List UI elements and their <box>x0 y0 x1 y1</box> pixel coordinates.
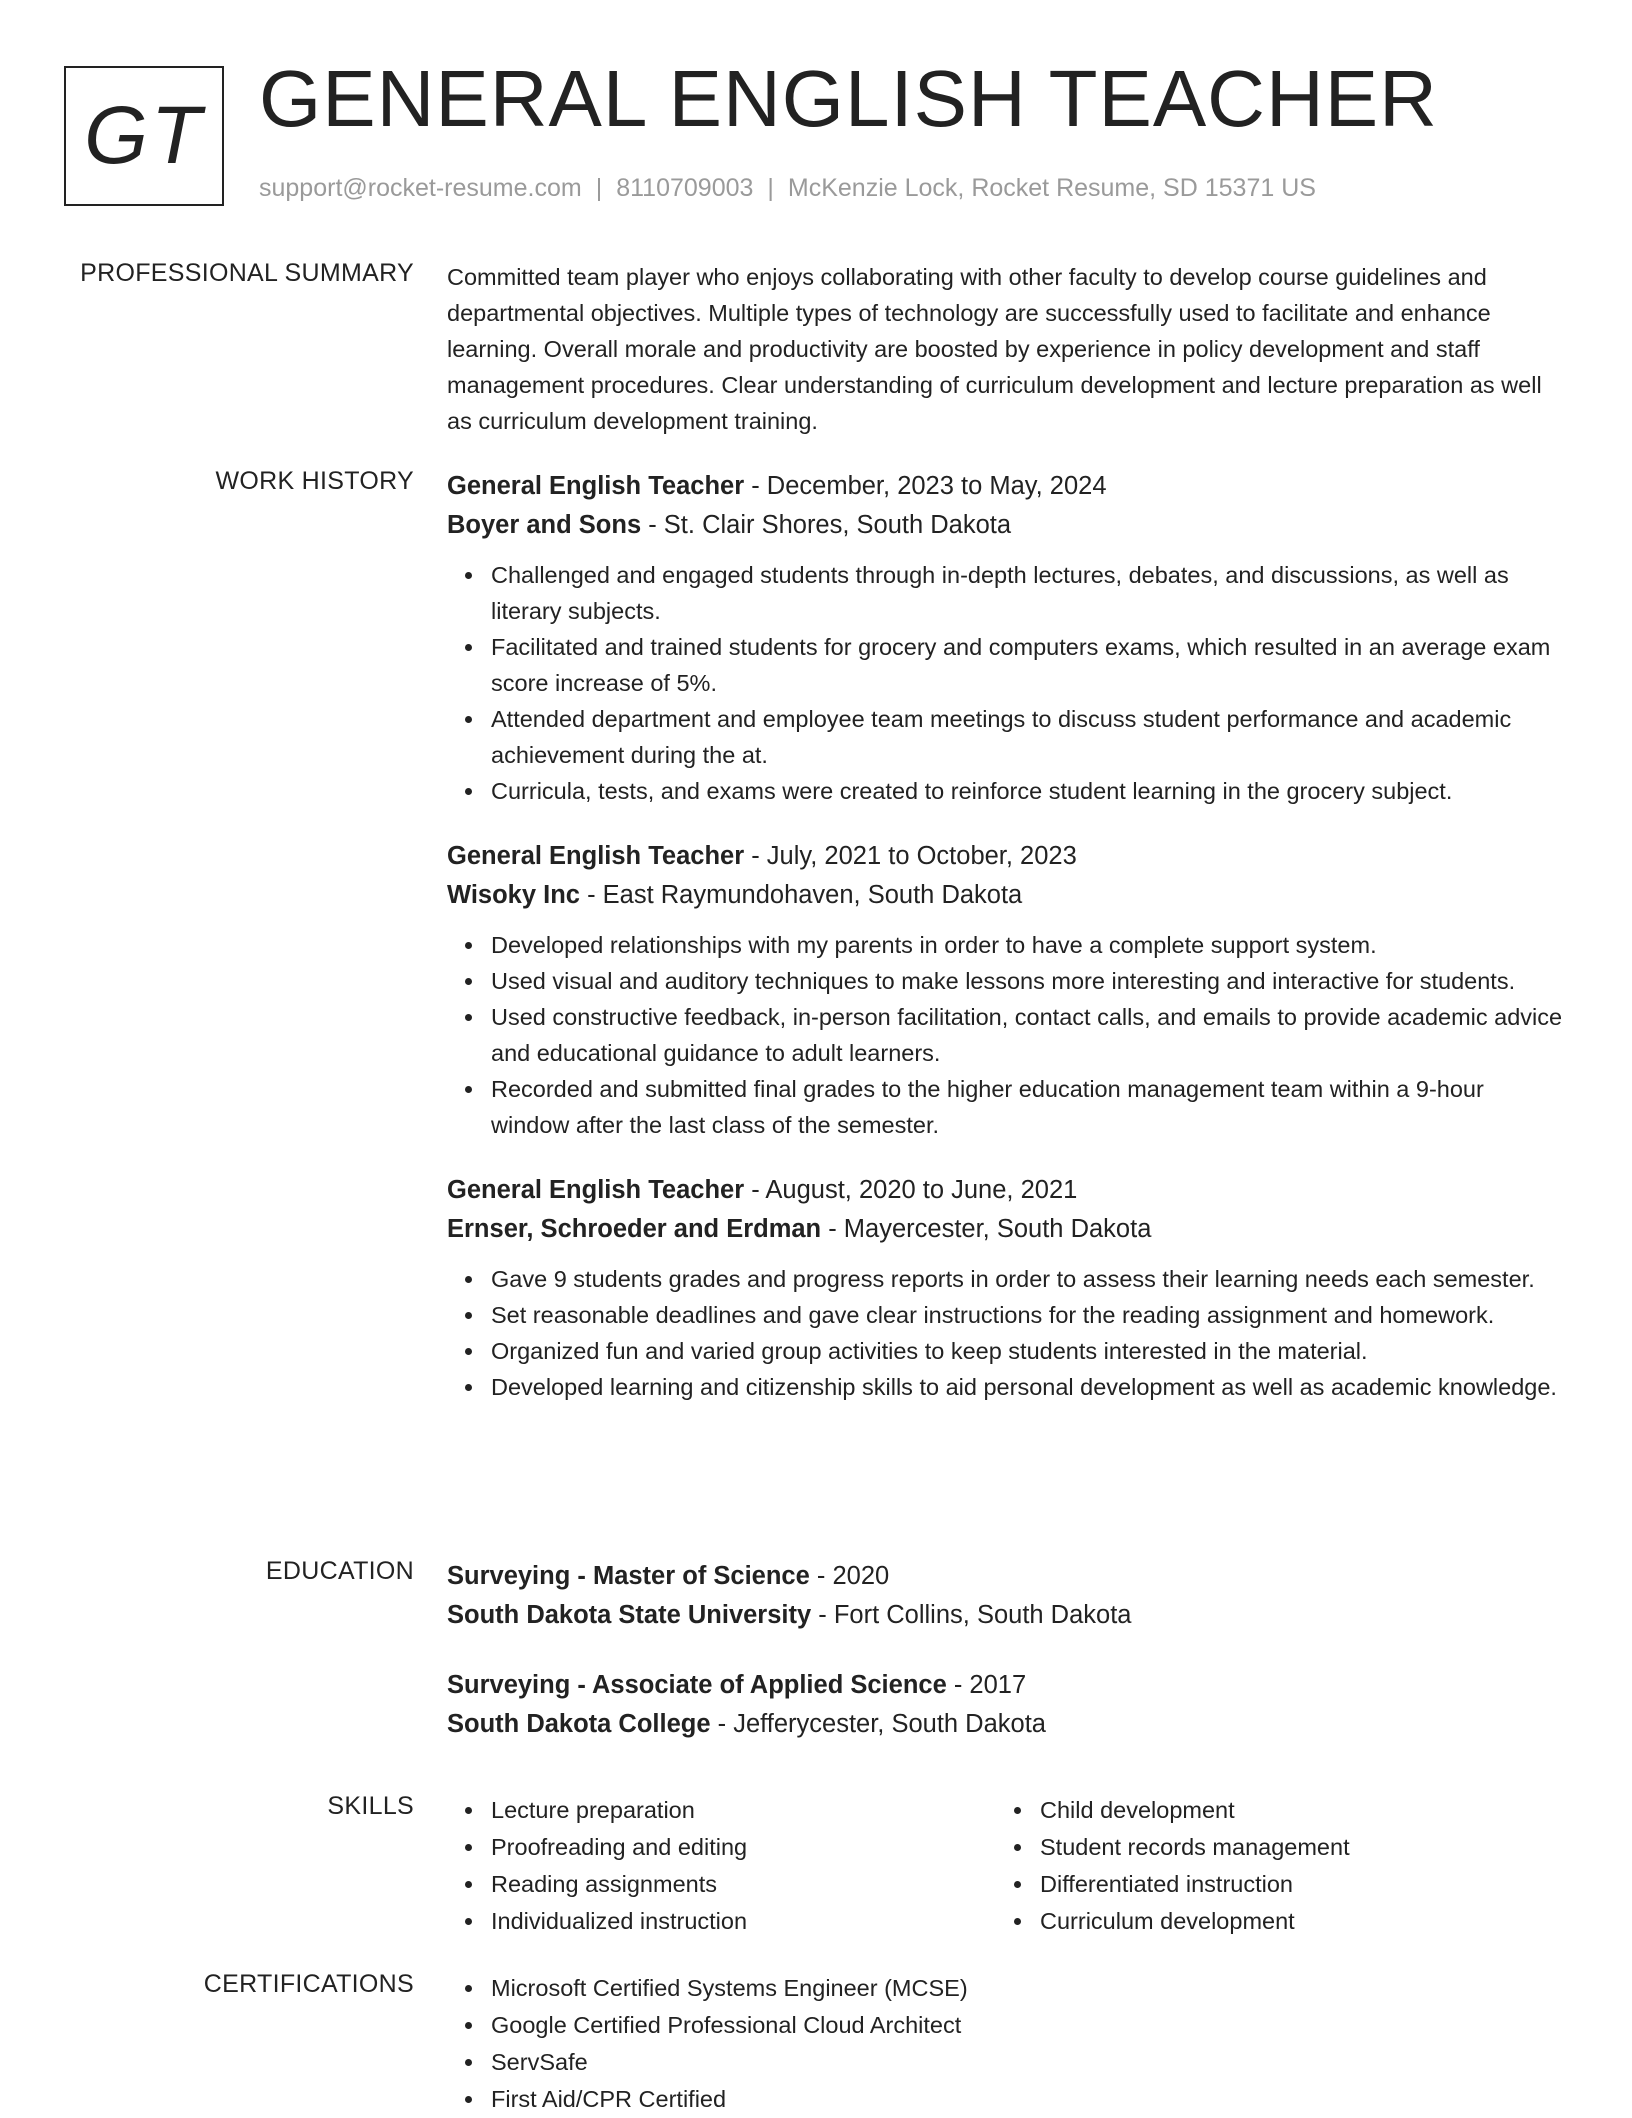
skill-item: Lecture preparation <box>491 1792 996 1829</box>
skill-item: Differentiated instruction <box>1040 1866 1545 1903</box>
job-location: - St. Clair Shores, South Dakota <box>641 511 1012 539</box>
skill-item: Individualized instruction <box>491 1903 996 1940</box>
education-entry <box>447 1557 1567 1635</box>
education-year: - 2020 <box>809 1562 890 1590</box>
education-body <box>447 1557 1567 1772</box>
contact-line <box>259 174 1316 203</box>
job-dates: - December, 2023 to May, 2024 <box>744 472 1107 500</box>
education-degree-line <box>447 1557 1567 1596</box>
skill-item: Student records management <box>1040 1829 1545 1866</box>
education-label: EDUCATION <box>265 1557 414 1585</box>
contact-phone: 8110709003 <box>616 174 754 202</box>
skill-item: Proofreading and editing <box>491 1829 996 1866</box>
work-history-label: WORK HISTORY <box>215 467 414 495</box>
job-company: Ernser, Schroeder and Erdman <box>447 1215 822 1243</box>
job-bullet: Gave 9 students grades and progress reports in order to assess their learning needs each semester. <box>491 1261 1567 1297</box>
job-entry <box>447 467 1567 809</box>
job-title: General English Teacher <box>447 1176 745 1204</box>
skill-item: Child development <box>1040 1792 1545 1829</box>
job-title-line <box>447 837 1567 876</box>
summary-text: Committed team player who enjoys collaborating with other faculty to develop course guidelines and departmental objectives. Multiple types of technology are successfully used to facilitate and enhance learning. Overall morale and productivity are boosted by experience in policy development and staff management procedures. Clear understanding of curriculum development and lecture preparation as well as curriculum development training. <box>447 264 1542 434</box>
job-bullet: Organized fun and varied group activities to keep students interested in the material. <box>491 1333 1567 1369</box>
skills-grid <box>447 1792 1567 1940</box>
job-bullet: Set reasonable deadlines and gave clear instructions for the reading assignment and homework. <box>491 1297 1567 1333</box>
job-title: General English Teacher <box>447 842 745 870</box>
contact-separator: | <box>767 174 774 202</box>
education-location: - Jefferycester, South Dakota <box>710 1710 1046 1738</box>
job-company: Wisoky Inc <box>447 881 580 909</box>
job-bullet: Used visual and auditory techniques to make lessons more interesting and interactive for students. <box>491 963 1567 999</box>
job-bullet: Used constructive feedback, in-person facilitation, contact calls, and emails to provide academic advice and educational guidance to adult learners. <box>491 999 1567 1071</box>
job-title-line <box>447 1171 1567 1210</box>
education-location: - Fort Collins, South Dakota <box>811 1601 1132 1629</box>
education-year: - 2017 <box>946 1671 1027 1699</box>
job-bullets <box>447 927 1567 1143</box>
job-location: - Mayercester, South Dakota <box>821 1215 1152 1243</box>
summary-label: PROFESSIONAL SUMMARY <box>80 259 414 287</box>
certification-item: Google Certified Professional Cloud Architect <box>491 2007 1567 2044</box>
skills-label: SKILLS <box>327 1792 414 1820</box>
job-bullets <box>447 557 1567 809</box>
job-title: General English Teacher <box>447 472 745 500</box>
education-school: South Dakota State University <box>447 1601 812 1629</box>
job-dates: - July, 2021 to October, 2023 <box>744 842 1077 870</box>
skill-item: Reading assignments <box>491 1866 996 1903</box>
job-bullets <box>447 1261 1567 1405</box>
education-degree-line <box>447 1666 1567 1705</box>
job-title-line <box>447 467 1567 506</box>
job-bullet: Developed relationships with my parents in order to have a complete support system. <box>491 927 1567 963</box>
job-company-line <box>447 506 1567 545</box>
skill-item: Curriculum development <box>1040 1903 1545 1940</box>
job-bullet: Developed learning and citizenship skills to aid personal development as well as academic knowledge. <box>491 1369 1567 1405</box>
certification-item: Microsoft Certified Systems Engineer (MCSE) <box>491 1970 1567 2007</box>
certifications-list <box>447 1970 1567 2118</box>
education-entry <box>447 1666 1567 1744</box>
education-school-line <box>447 1705 1567 1744</box>
education-school-line <box>447 1596 1567 1635</box>
skills-column-right <box>996 1792 1545 1940</box>
certification-item: First Aid/CPR Certified <box>491 2081 1567 2118</box>
monogram: GT <box>64 66 224 206</box>
job-bullet: Facilitated and trained students for grocery and computers exams, which resulted in an average exam score increase of 5%. <box>491 629 1567 701</box>
skills-column-left <box>447 1792 996 1940</box>
job-company-line <box>447 876 1567 915</box>
contact-separator: | <box>595 174 603 202</box>
skills-body <box>447 1792 1567 1940</box>
job-entry <box>447 1171 1567 1405</box>
job-company: Boyer and Sons <box>447 511 642 539</box>
job-bullet: Attended department and employee team meetings to discuss student performance and academic achievement during the at. <box>491 701 1567 773</box>
certifications-body <box>447 1970 1567 2118</box>
job-location: - East Raymundohaven, South Dakota <box>579 881 1023 909</box>
job-bullet: Challenged and engaged students through in-depth lectures, debates, and discussions, as well as literary subjects. <box>491 557 1567 629</box>
certifications-label: CERTIFICATIONS <box>203 1970 414 1998</box>
contact-address: McKenzie Lock, Rocket Resume, SD 15371 US <box>787 174 1316 202</box>
contact-email: support@rocket-resume.com <box>259 174 582 202</box>
certification-item: ServSafe <box>491 2044 1567 2081</box>
job-bullet: Curricula, tests, and exams were created to reinforce student learning in the grocery subject. <box>491 773 1567 809</box>
resume-title: GENERAL ENGLISH TEACHER <box>259 54 1438 143</box>
job-dates: - August, 2020 to June, 2021 <box>744 1176 1078 1204</box>
job-bullet: Recorded and submitted final grades to the higher education management team within a 9-hour window after the last class of the semester. <box>491 1071 1567 1143</box>
education-school: South Dakota College <box>447 1710 711 1738</box>
education-degree: Surveying - Associate of Applied Science <box>447 1671 947 1699</box>
education-degree: Surveying - Master of Science <box>447 1562 810 1590</box>
job-entry <box>447 837 1567 1143</box>
work-history-body <box>447 467 1567 1433</box>
summary-body <box>447 259 1567 439</box>
job-company-line <box>447 1210 1567 1249</box>
